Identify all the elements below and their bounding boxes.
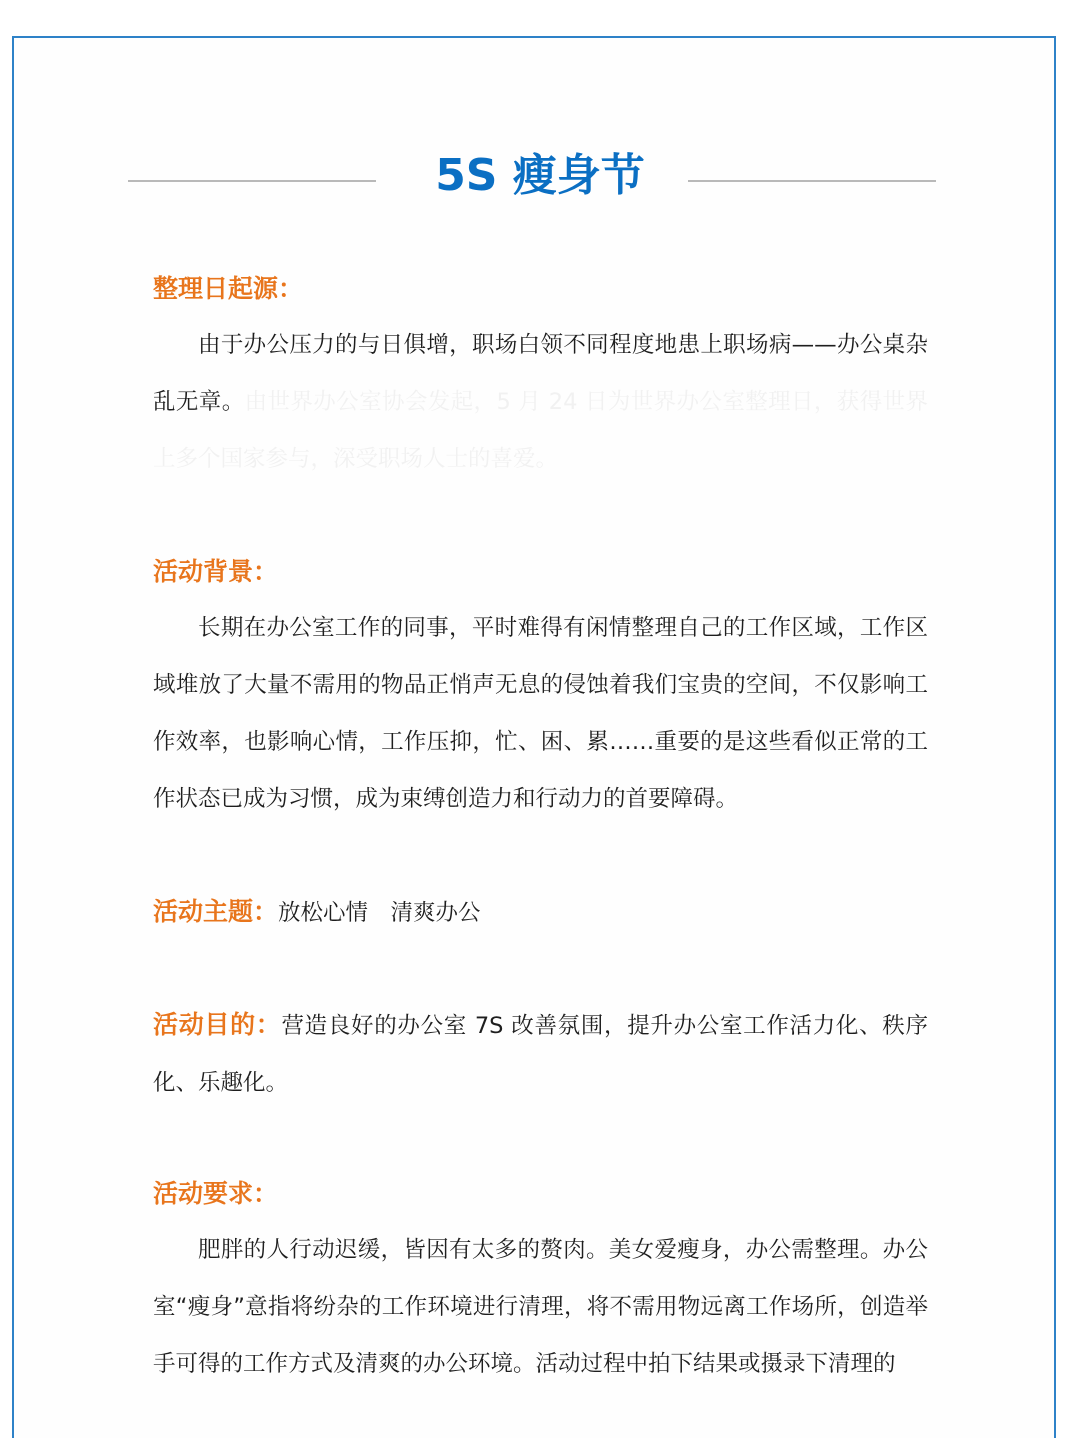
section-heading: 活动目的： xyxy=(153,1010,282,1039)
section-heading: 活动背景： xyxy=(153,557,279,586)
origin-text: 由于办公压力的与日俱增，职场白领不同程度地患上职场病——办公桌杂乱无章。 xyxy=(153,332,928,415)
origin-faded-text: 由世界办公室协会发起，5 月 24 日为世界办公室整理日，获得世界上多个国家参与，深受职场人士的喜爱。 xyxy=(153,389,928,472)
section-text: 营造良好的办公室 7S 改善氛围，提升办公室工作活力化、秩序化、乐趣化。 xyxy=(153,1013,928,1096)
section-theme xyxy=(153,883,928,942)
section-text: 放松心情 清爽办公 xyxy=(278,900,481,926)
section-purpose xyxy=(153,996,928,1112)
section-origin xyxy=(153,260,928,488)
section-requirements xyxy=(153,1165,928,1393)
section-heading: 活动要求： xyxy=(153,1179,279,1208)
section-heading: 整理日起源： xyxy=(153,274,304,303)
section-background xyxy=(153,543,928,828)
section-text: 肥胖的人行动迟缓，皆因有太多的赘肉。美女爱瘦身，办公需整理。办公室“瘦身”意指将纷杂的工作环境进行清理，将不需用物远离工作场所，创造举手可得的工作方式及清爽的办公环境。活动过程中拍下结果或摄录下清理的 xyxy=(153,1237,928,1377)
section-text: 长期在办公室工作的同事，平时难得有闲情整理自己的工作区域，工作区域堆放了大量不需用的物品正悄声无息的侵蚀着我们宝贵的空间，不仅影响工作效率，也影响心情，工作压抑，忙、困、累……重要的是这些看似正常的工作状态已成为习惯，成为束缚创造力和行动力的首要障碍。 xyxy=(153,615,928,812)
section-heading: 活动主题： xyxy=(153,897,279,926)
section-text xyxy=(153,317,928,488)
page-title: 5S 瘦身节 xyxy=(435,150,645,201)
